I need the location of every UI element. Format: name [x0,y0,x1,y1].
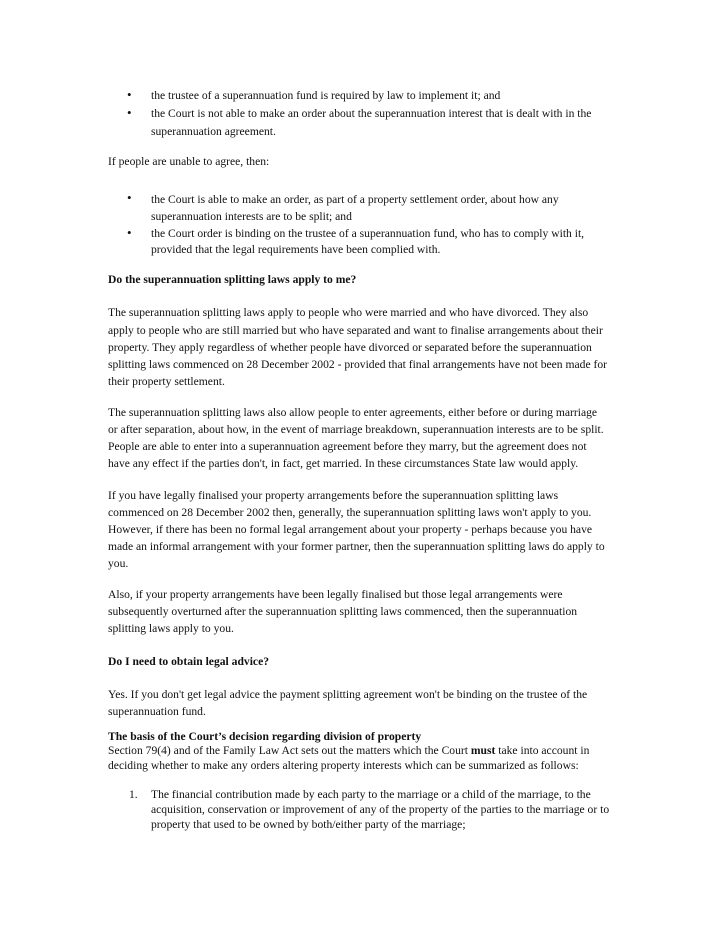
para-basis-text-a: Section 79(4) and of the Family Law Act sets out the matters which the Court [108,744,471,757]
para-apply-3-line: commenced on 28 December 2002 then, generally, the superannuation splitting laws won't apply to you. [108,506,592,519]
bullet-2-2-line-1: the Court order is binding on the trustee of a superannuation fund, who has to comply with it, [151,227,585,240]
bullet-1-2-line-1: the Court is not able to make an order about the superannuation interest that is dealt with in the [151,107,592,120]
para-apply-4-line: Also, if your property arrangements have been legally finalised but those legal arrangements were [108,588,563,601]
bullet-marker: • [127,190,132,205]
para-advice-line: superannuation fund. [108,705,206,718]
bullet-marker: • [127,105,132,120]
numbered-item-line: acquisition, conservation or improvement of any of the property of the parties to the marriage or to [151,803,610,816]
list-number: 1. [129,788,138,801]
bullet-2-1-line-2: superannuation interests are to be split; and [151,210,352,223]
para-basis-text-b: take into account in [495,744,590,757]
para-apply-3-line: you. [108,557,129,570]
para-apply-3-line: made an informal arrangement with your former partner, then the superannuation splitting laws do apply to [108,540,605,553]
bullet-marker: • [127,225,132,240]
para-apply-2-line: or after separation, about how, in the event of marriage breakdown, superannuation interests are to be split. [108,423,604,436]
para-apply-4-line: subsequently overturned after the superannuation splitting laws commenced, then the superannuation [108,605,578,618]
heading-apply: Do the superannuation splitting laws apply to me? [108,273,357,286]
para-apply-1-line: splitting laws commenced on 28 December 2002 - provided that final arrangements have not been made for [108,358,608,371]
heading-advice: Do I need to obtain legal advice? [108,655,270,668]
para-basis-must: must [470,744,496,757]
numbered-item-line: property that used to be owned by both/either party of the marriage; [151,818,466,831]
bullet-1-2-line-2: superannuation agreement. [151,125,276,138]
para-apply-4-line: splitting laws apply to you. [108,622,234,635]
bullet-1-1-line-1: the trustee of a superannuation fund is required by law to implement it; and [151,89,501,102]
para-apply-2-line: People are able to enter into a superannuation agreement before they marry, but the agreement does not [108,440,587,453]
bullet-2-1-line-1: the Court is able to make an order, as part of a property settlement order, about how any [151,193,559,206]
para-unable: If people are unable to agree, then: [108,155,270,168]
para-advice-line: Yes. If you don't get legal advice the payment splitting agreement won't be binding on the trustee of the [108,688,588,701]
para-apply-1-line: The superannuation splitting laws apply to people who were married and who have divorced. They also [108,306,589,319]
para-apply-1-line: property. They apply regardless of whether people have divorced or separated before the superannuation [108,341,592,354]
para-apply-2-line: The superannuation splitting laws also allow people to enter agreements, either before or during marriage [108,406,598,419]
bullet-2-2-line-2: provided that the legal requirements have been complied with. [151,243,441,256]
para-apply-2-line: have any effect if the parties don't, in fact, get married. In these circumstances State law would apply. [108,457,579,470]
para-apply-3-line: However, if there has been no formal legal arrangement about your property - perhaps because you have [108,523,593,536]
heading-basis: The basis of the Court’s decision regarding division of property [108,730,422,743]
para-apply-1-line: their property settlement. [108,375,225,388]
numbered-item-line: The financial contribution made by each party to the marriage or a child of the marriage, to the [151,788,591,801]
para-apply-1-line: apply to people who are still married but who have separated and want to finalise arrangements about their [108,324,603,337]
para-apply-3-line: If you have legally finalised your property arrangements before the superannuation splitting laws [108,489,559,502]
para-basis-line-2: deciding whether to make any orders altering property interests which can be summarized as follows: [108,759,579,772]
bullet-marker: • [127,87,132,102]
para-basis-line-1 [108,744,589,758]
